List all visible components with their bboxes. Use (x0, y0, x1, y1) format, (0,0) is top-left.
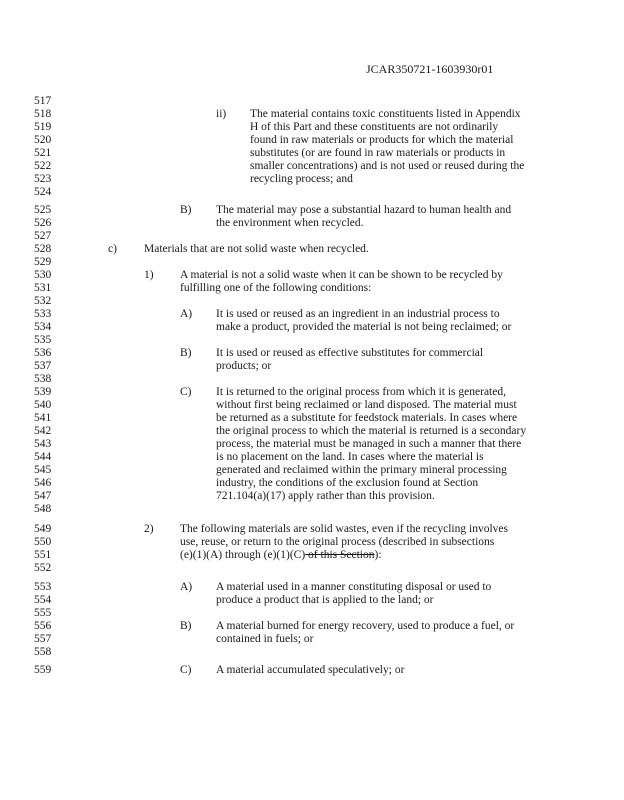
subsection-heading: Materials that are not solid waste when recycled. (144, 243, 369, 255)
paragraph-line: H of this Part and these constituents are not ordinarily (250, 121, 499, 133)
line-number: 545 (34, 464, 52, 476)
line-number: 544 (34, 451, 52, 463)
paragraph-line: the environment when recycled. (216, 217, 364, 229)
line-number: 532 (34, 295, 52, 307)
paragraph-line: substitutes (or are found in raw materials or products in (250, 147, 506, 159)
line-number: 538 (34, 373, 52, 385)
item-label: B) (180, 204, 192, 216)
line-number: 540 (34, 399, 52, 411)
line-number: 534 (34, 321, 52, 333)
line-number: 541 (34, 412, 52, 424)
paragraph-line: industry, the conditions of the exclusion found at Section (216, 477, 479, 489)
item-label: B) (180, 347, 192, 359)
line-number: 549 (34, 523, 52, 535)
paragraph-line: use, reuse, or return to the original process (described in subsections (180, 536, 495, 548)
paragraph-line: It is used or reused as an ingredient in an industrial process to (216, 308, 500, 320)
line-number: 526 (34, 217, 52, 229)
paragraph-line: products; or (216, 360, 272, 372)
line-number: 556 (34, 620, 52, 632)
line-number: 546 (34, 477, 52, 489)
paragraph-line: A material burned for energy recovery, used to produce a fuel, or (216, 620, 515, 632)
line-number: 547 (34, 490, 52, 502)
item-label: C) (180, 664, 192, 676)
item-label: A) (180, 308, 193, 320)
paragraph-line: fulfilling one of the following conditions: (180, 282, 372, 294)
line-number: 559 (34, 664, 52, 676)
struck-text: of this Section (305, 549, 375, 561)
kept-text: ): (374, 549, 382, 561)
line-number: 528 (34, 243, 52, 255)
line-number: 517 (34, 95, 52, 107)
line-number: 527 (34, 230, 52, 242)
line-number: 554 (34, 594, 52, 606)
item-label: 1) (144, 269, 154, 281)
document-id: JCAR350721-1603930r01 (366, 62, 494, 76)
line-number: 551 (34, 549, 52, 561)
paragraph-line: process, the material must be managed in such a manner that there (216, 438, 522, 450)
paragraph-line: be returned as a substitute for feedstock materials. In cases where (216, 412, 518, 424)
line-number: 524 (34, 186, 52, 198)
line-number: 518 (34, 108, 52, 120)
paragraph-line: The following materials are solid wastes, even if the recycling involves (180, 523, 508, 535)
item-label: 2) (144, 523, 154, 535)
line-number: 548 (34, 503, 52, 515)
paragraph-line: make a product, provided the material is not being reclaimed; or (216, 321, 512, 333)
paragraph-line: 721.104(a)(17) apply rather than this provision. (216, 490, 435, 502)
line-number: 531 (34, 282, 52, 294)
line-number: 529 (34, 256, 52, 268)
paragraph-line: found in raw materials or products for which the material (250, 134, 514, 146)
line-number: 557 (34, 633, 52, 645)
paragraph-line: the original process to which the material is returned is a secondary (216, 425, 527, 437)
line-number: 543 (34, 438, 52, 450)
item-label: B) (180, 620, 192, 632)
kept-text: (e)(1)(A) through (e)(1)(C) (180, 549, 306, 561)
line-number: 535 (34, 334, 52, 346)
line-number: 522 (34, 160, 52, 172)
line-number: 530 (34, 269, 52, 281)
paragraph-line: is no placement on the land. In cases where the material is (216, 451, 484, 463)
paragraph-line (180, 549, 382, 562)
line-number: 552 (34, 562, 52, 574)
paragraph-line: It is used or reused as effective substitutes for commercial (216, 347, 484, 359)
line-number: 521 (34, 147, 52, 159)
line-number: 550 (34, 536, 52, 548)
item-label: A) (180, 581, 193, 593)
line-number: 523 (34, 173, 52, 185)
paragraph-line: A material is not a solid waste when it can be shown to be recycled by (180, 269, 503, 281)
item-label: C) (180, 386, 192, 398)
item-label: ii) (216, 108, 227, 120)
line-number: 542 (34, 425, 52, 437)
paragraph-line: without first being reclaimed or land disposed. The material must (216, 399, 517, 411)
line-number: 553 (34, 581, 52, 593)
paragraph-line: recycling process; and (250, 173, 353, 185)
paragraph-line: produce a product that is applied to the land; or (216, 594, 434, 606)
subsection-label: c) (108, 243, 117, 255)
line-number: 519 (34, 121, 52, 133)
paragraph-line: The material may pose a substantial hazard to human health and (216, 204, 512, 216)
line-number: 539 (34, 386, 52, 398)
line-number: 525 (34, 204, 52, 216)
line-number: 537 (34, 360, 52, 372)
paragraph-line: contained in fuels; or (216, 633, 314, 645)
line-number: 536 (34, 347, 52, 359)
paragraph-line: The material contains toxic constituents listed in Appendix (250, 108, 521, 120)
paragraph-line: It is returned to the original process from which it is generated, (216, 386, 506, 398)
line-number: 520 (34, 134, 52, 146)
paragraph-line: A material accumulated speculatively; or (216, 664, 405, 676)
line-number: 533 (34, 308, 52, 320)
line-number: 558 (34, 646, 52, 658)
paragraph-line: smaller concentrations) and is not used or reused during the (250, 160, 525, 172)
paragraph-line: generated and reclaimed within the primary mineral processing (216, 464, 507, 476)
paragraph-line: A material used in a manner constituting disposal or used to (216, 581, 492, 593)
line-number: 555 (34, 607, 52, 619)
